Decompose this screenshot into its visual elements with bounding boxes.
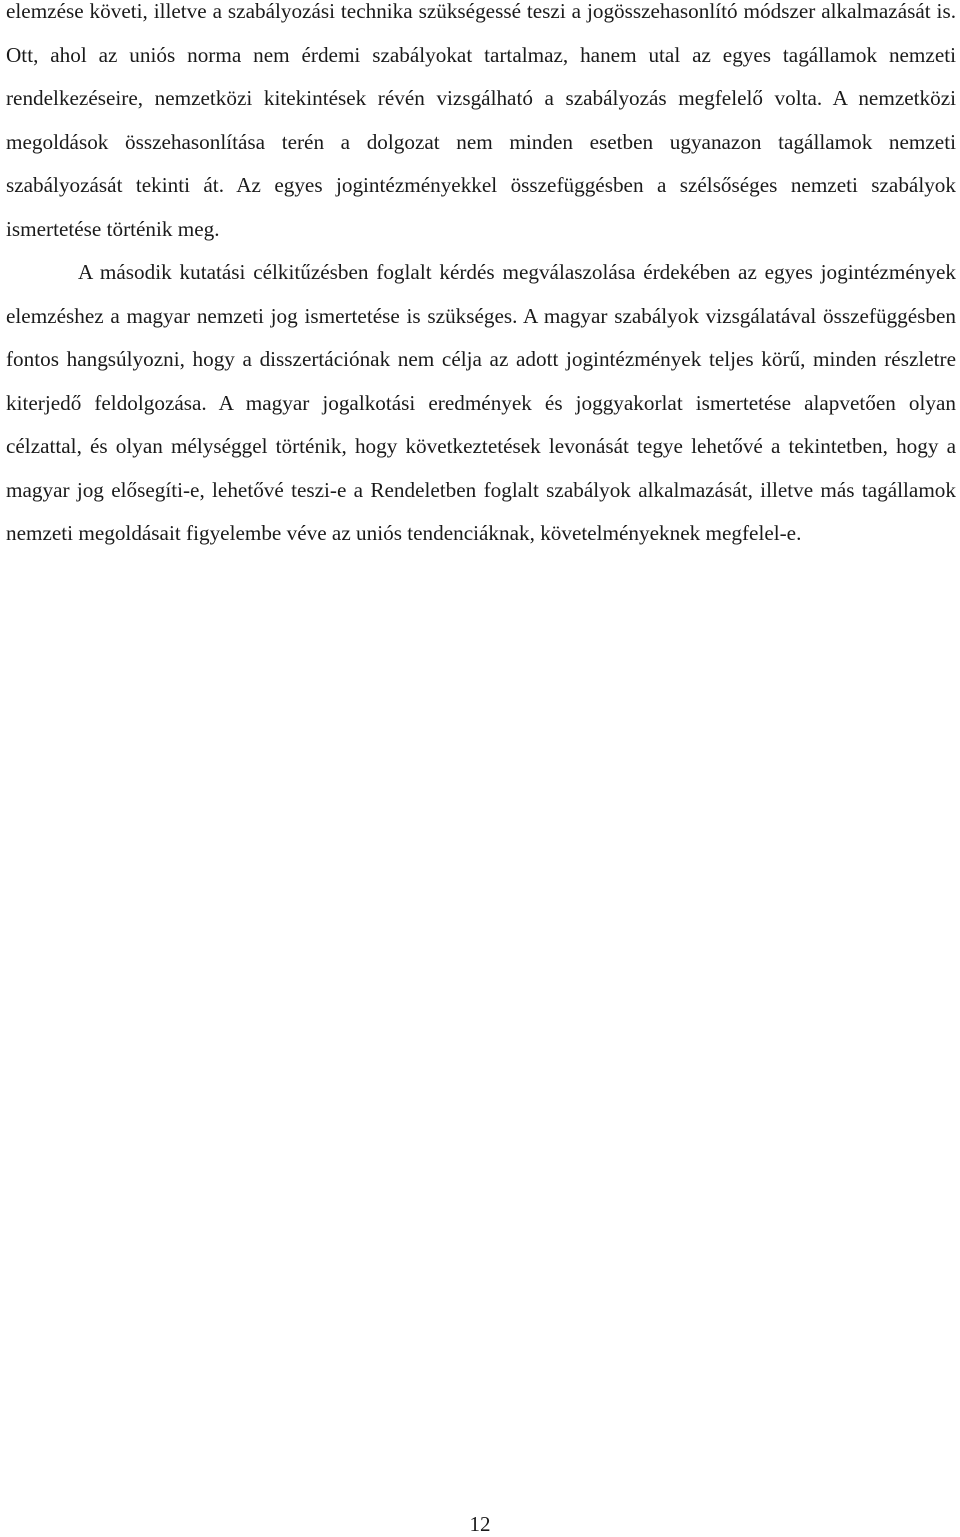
- body-text: [6, 0, 956, 556]
- paragraph-1: elemzése követi, illetve a szabályozási technika szükségessé teszi a jogösszehasonlító módszer alkalmazását is. Ott, ahol az uniós norma nem érdemi szabályokat tartalmaz, hanem utal az egyes tagállamok nemzeti rendelkezéseire, nemzetközi kitekintések révén vizsgálható a szabályozás megfelelő volta. A nemzetközi megoldások összehasonlítása terén a dolgozat nem minden esetben ugyanazon tagállamok nemzeti szabályozását tekinti át. Az egyes jogintézményekkel összefüggésben a szélsőséges nemzeti szabályok ismertetése történik meg.: [6, 0, 956, 241]
- paragraph-2: A második kutatási célkitűzésben foglalt kérdés megválaszolása érdekében az egyes jogintézmények elemzéshez a magyar nemzeti jog ismertetése is szükséges. A magyar szabályok vizsgálatával összefüggésben fontos hangsúlyozni, hogy a disszertációnak nem célja az adott jogintézmények teljes körű, minden részletre kiterjedő feldolgozása. A magyar jogalkotási eredmények és joggyakorlat ismertetése alapvetően olyan célzattal, és olyan mélységgel történik, hogy következtetések levonását tegye lehetővé a tekintetben, hogy a magyar jog elősegíti-e, lehetővé teszi-e a Rendeletben foglalt szabályok alkalmazását, illetve más tagállamok nemzeti megoldásait figyelembe véve az uniós tendenciáknak, követelményeknek megfelel-e.: [6, 260, 956, 545]
- page-number: 12: [469, 1512, 491, 1536]
